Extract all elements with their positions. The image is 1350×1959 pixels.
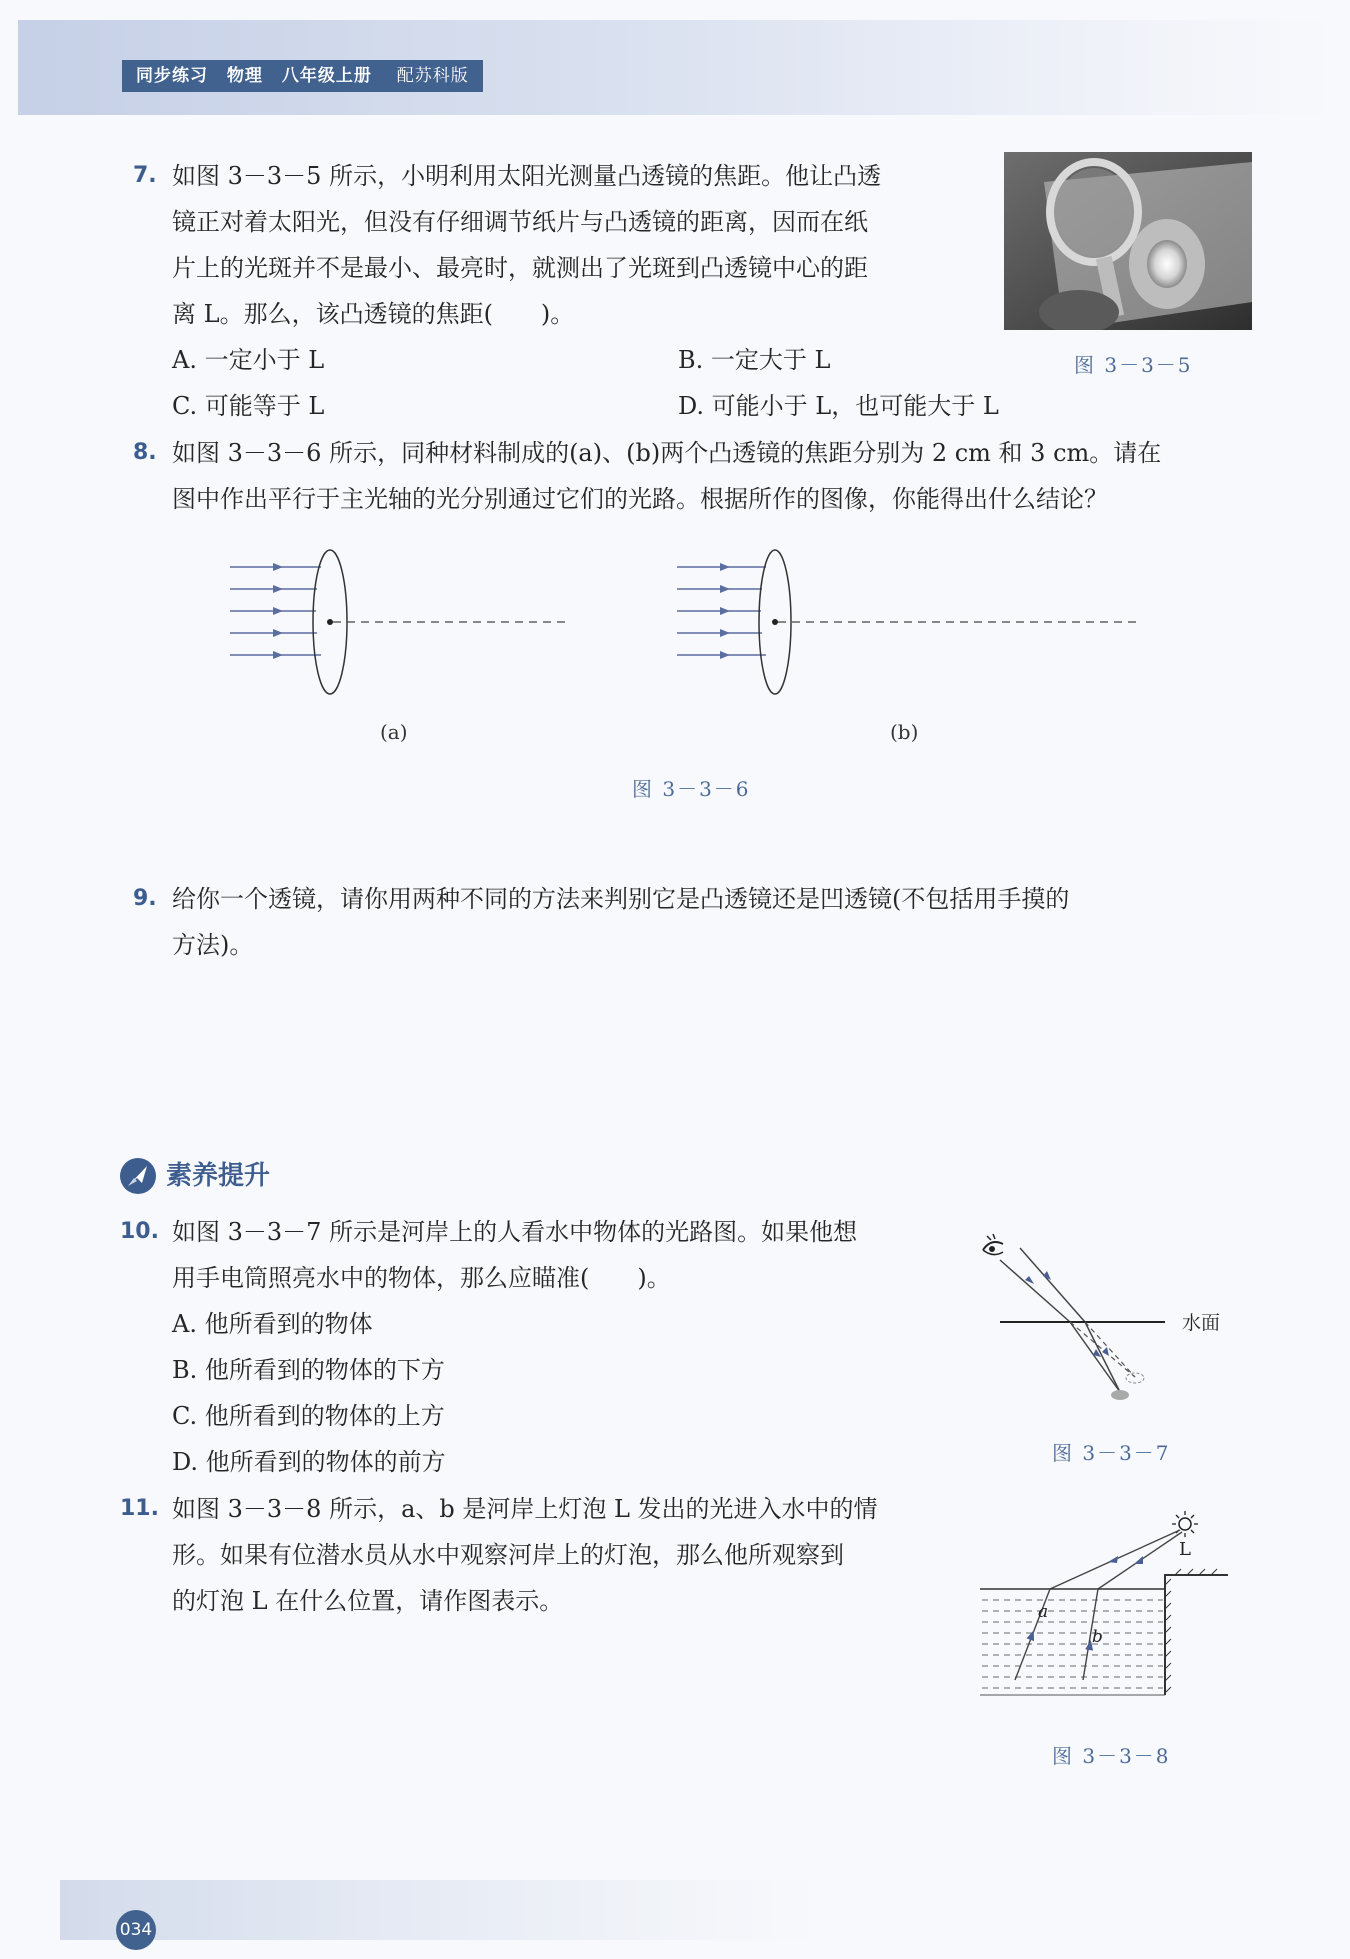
ray-a-label: a: [1038, 1602, 1049, 1622]
bulb-icon: [1172, 1511, 1198, 1537]
refracted-ray-2: [1085, 1322, 1120, 1392]
header-edition: 配苏科版: [396, 66, 469, 86]
q7-line-3: 片上的光斑并不是最小、最亮时，就测出了光斑到凸透镜中心的距: [172, 254, 868, 282]
q10-number: 10.: [120, 1219, 159, 1244]
ray-arrows-b: [720, 563, 730, 659]
q8-number: 8.: [133, 440, 157, 465]
ray-arrows-a: [273, 563, 283, 659]
header-grade: 八年级上册: [281, 66, 372, 86]
figure-3-3-6-caption: 图 3－3－6: [632, 777, 751, 801]
arrow-a-air: [1108, 1556, 1118, 1563]
label-b: (b): [890, 720, 919, 744]
q10-option-c: C. 他所看到的物体的上方: [172, 1402, 445, 1430]
q11-line-1: 如图 3－3－8 所示，a、b 是河岸上灯泡 L 发出的光进入水中的情: [172, 1495, 878, 1523]
q9-stem: [172, 876, 1069, 968]
bank-hatching: [1165, 1569, 1217, 1693]
q10-line-2: 用手电筒照亮水中的物体，那么应瞄准( )。: [172, 1264, 671, 1292]
q10-stem: [172, 1209, 857, 1301]
label-a: (a): [380, 720, 408, 744]
q10-option-a: A. 他所看到的物体: [172, 1310, 373, 1338]
q7-option-b: B. 一定大于 L: [678, 346, 831, 374]
q7-option-d: D. 可能小于 L，也可能大于 L: [678, 392, 999, 420]
q11-stem: [172, 1486, 878, 1624]
q11-number: 11.: [120, 1496, 159, 1521]
q7-option-a: A. 一定小于 L: [172, 346, 325, 374]
eye-icon: [983, 1234, 1003, 1255]
arrow-a-water: [1027, 1629, 1038, 1641]
header-book: 同步练习: [136, 66, 208, 86]
virtual-ray-2: [1085, 1322, 1135, 1377]
q10-line-1: 如图 3－3－7 所示是河岸上的人看水中物体的光路图。如果他想: [172, 1218, 858, 1246]
ray-to-eye-2: [1020, 1248, 1085, 1322]
q8-stem: [172, 430, 1161, 522]
optical-center-b: [772, 619, 778, 625]
lens-diagram-b: [672, 545, 1152, 700]
figure-3-3-5-caption: 图 3－3－5: [1074, 353, 1193, 377]
magnifier-photo: [1004, 152, 1252, 330]
q11-line-3: 的灯泡 L 在什么位置，请作图表示。: [172, 1587, 564, 1615]
header-subject: 物理: [226, 66, 263, 86]
q7-option-c: C. 可能等于 L: [172, 392, 325, 420]
bulb-diagram: [980, 1500, 1230, 1720]
q10-option-b: B. 他所看到的物体的下方: [172, 1356, 445, 1384]
lens-diagram-a: [225, 545, 575, 700]
page-number: 034: [116, 1910, 156, 1950]
q7-line-1: 如图 3－3－5 所示，小明利用太阳光测量凸透镜的焦距。他让凸透: [172, 162, 882, 190]
q9-line-2: 方法)。: [172, 931, 254, 959]
ray-arrow-4: [1102, 1347, 1109, 1356]
magnifier-lens: [1056, 168, 1132, 256]
header-bar: [122, 60, 483, 92]
figure-3-3-8-caption: 图 3－3－8: [1052, 1744, 1171, 1768]
water-surface-label: 水面: [1182, 1312, 1221, 1334]
refracted-ray-1: [1070, 1322, 1120, 1392]
real-object: [1111, 1390, 1129, 1400]
q7-line-2: 镜正对着太阳光，但没有仔细调节纸片与凸透镜的距离，因而在纸: [172, 208, 868, 236]
river-bank: [1165, 1575, 1228, 1695]
section-title: 素养提升: [166, 1161, 271, 1191]
water-hatching: [982, 1600, 1163, 1688]
footer-band: [60, 1880, 820, 1940]
q9-number: 9.: [133, 886, 157, 911]
q8-line-2: 图中作出平行于主光轴的光分别通过它们的光路。根据所作的图像，你能得出什么结论？: [172, 485, 1108, 513]
q8-line-1: 如图 3－3－6 所示，同种材料制成的(a)、(b)两个凸透镜的焦距分别为 2 cm 和 3 cm。请在: [172, 439, 1162, 467]
rocket-icon: [118, 1156, 158, 1196]
q10-option-d: D. 他所看到的物体的前方: [172, 1448, 446, 1476]
ray-to-eye-1: [1000, 1260, 1070, 1322]
q7-stem: [172, 153, 881, 337]
apparent-object: [1126, 1373, 1144, 1383]
ray-b-label: b: [1092, 1627, 1103, 1647]
figure-3-3-7-caption: 图 3－3－7: [1052, 1441, 1171, 1465]
q7-line-4: 离 L。那么，该凸透镜的焦距( )。: [172, 300, 575, 328]
bulb-label: L: [1179, 1539, 1191, 1560]
arrow-b-air: [1134, 1556, 1143, 1564]
optical-center-a: [327, 619, 333, 625]
light-spot: [1147, 240, 1187, 288]
q9-line-1: 给你一个透镜，请你用两种不同的方法来判别它是凸透镜还是凹透镜(不包括用手摸的: [172, 885, 1070, 913]
q7-number: 7.: [133, 163, 157, 188]
q11-line-2: 形。如果有位潜水员从水中观察河岸上的灯泡，那么他所观察到: [172, 1541, 844, 1569]
